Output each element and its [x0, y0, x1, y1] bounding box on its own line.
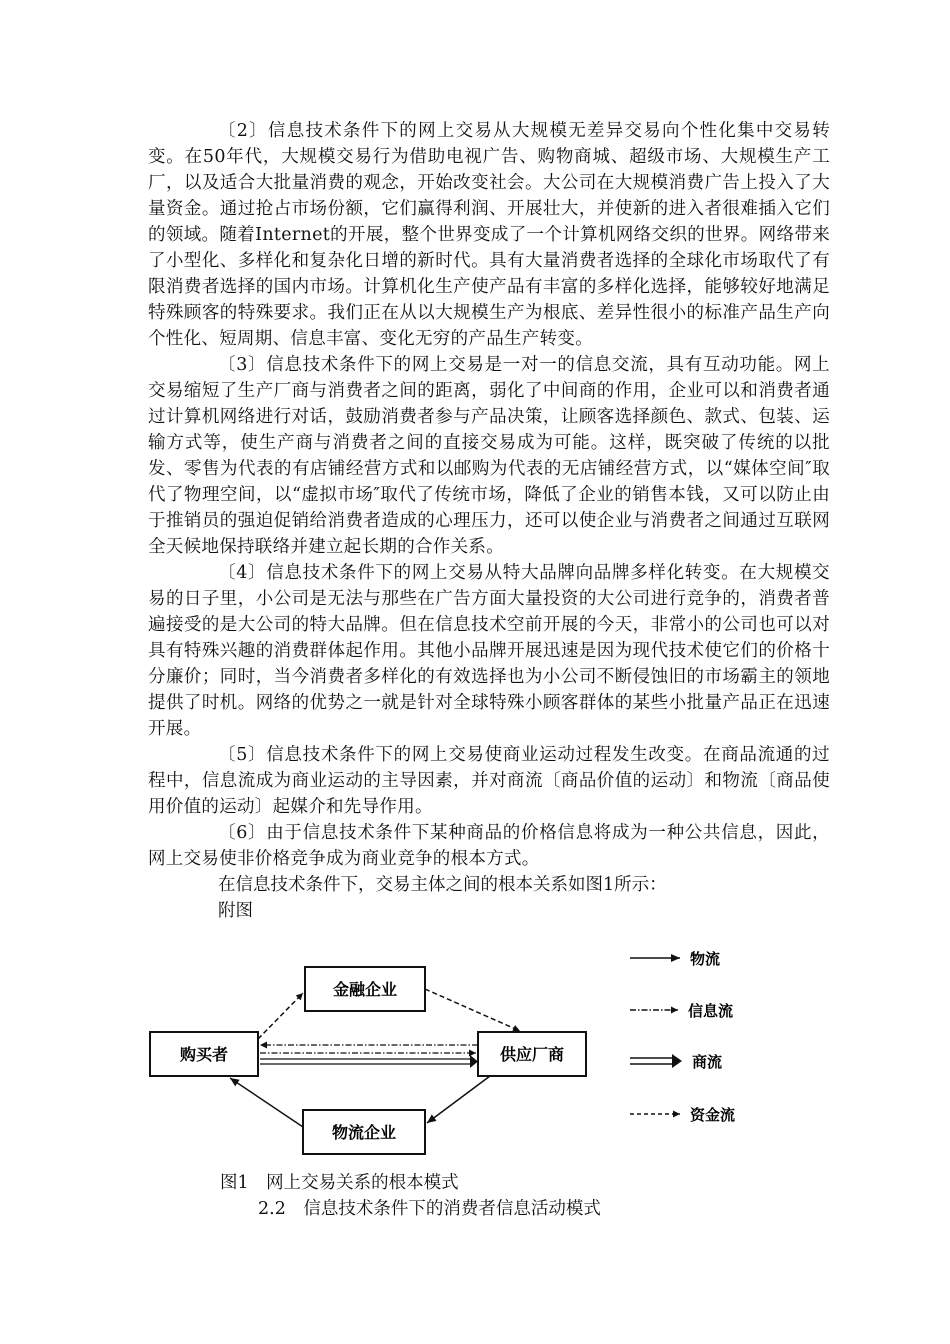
legend-info: 信息流 [688, 1002, 734, 1020]
node-logistics-label: 物流企业 [331, 1123, 397, 1142]
section-heading: 2.2 信息技术条件下的消费者信息活动模式 [258, 1199, 601, 1219]
paragraph-5: 〔5〕信息技术条件下的网上交易使商业运动过程发生改变。在商品流通的过程中，信息流成为商业运动的主导因素，并对商流〔商品价值的运动〕和物流〔商品使用价值的运动〕起媒介和先导作用。 [148, 745, 830, 817]
node-logistics [303, 1110, 425, 1154]
legend-logistics: 物流 [690, 950, 721, 968]
trade-relationship-diagram [140, 945, 780, 1165]
legend [630, 950, 735, 1124]
paragraph-6: 〔6〕由于信息技术条件下某种商品的价格信息将成为一种公共信息，因此，网上交易使非价格竞争成为商业竞争的根本方式。 [148, 823, 830, 869]
paragraph-3: 〔3〕信息技术条件下的网上交易是一对一的信息交流，具有互动功能。网上交易缩短了生产厂商与消费者之间的距离，弱化了中间商的作用，企业可以和消费者通过计算机网络进行对话，鼓励消费者参与产品决策，让顾客选择颜色、款式、包装、运输方式等，使生产商与消费者之间的直接交易成为可能。这样，既突破了传统的以批发、零售为代表的有店铺经营方式和以邮购为代表的无店铺经营方式，以“媒体空间″取代了物理空间，以“虚拟市场″取代了传统市场，降低了企业的销售本钱，又可以防止由于推销员的强迫促销给消费者造成的心理压力，还可以使企业与消费者之间通过互联网全天候地保持联络并建立起长期的合作关系。 [148, 355, 830, 557]
legend-money: 资金流 [690, 1106, 736, 1124]
intro-line: 在信息技术条件下，交易主体之间的根本关系如图1所示： [218, 875, 667, 895]
legend-commerce: 商流 [692, 1053, 723, 1071]
node-buyer-label: 购买者 [179, 1045, 229, 1064]
legend-swatch-commerce-head [672, 1054, 682, 1068]
figure-caption: 图1 网上交易关系的根本模式 [220, 1173, 459, 1193]
node-finance [305, 967, 425, 1011]
edge-finance-supplier [425, 989, 520, 1031]
paragraph-4: 〔4〕信息技术条件下的网上交易从特大品牌向品牌多样化转变。在大规模交易的日子里，小公司是无法与那些在广告方面大量投资的大公司进行竞争的，消费者普遍接受的是大公司的特大品牌。但在信息技术空前开展的今天，非常小的公司也可以对具有特殊兴趣的消费群体起作用。其他小品牌开展迅速是因为现代技术使它们的价格十分廉价；同时，当今消费者多样化的有效选择也为小公司不断侵蚀旧的市场霸主的领地提供了时机。网络的优势之一就是针对全球特殊小顾客群体的某些小批量产品正在迅速开展。 [148, 563, 830, 739]
edge-commerce-head [470, 1055, 478, 1068]
node-buyer [150, 1032, 258, 1076]
node-supplier-label: 供应厂商 [499, 1045, 565, 1064]
paragraph-2: 〔2〕信息技术条件下的网上交易从大规模无差异交易向个性化集中交易转变。在50年代，大规模交易行为借助电视广告、购物商城、超级市场、大规模生产工厂，以及适合大批量消费的观念，开始改变社会。大公司在大规模消费广告上投入了大量资金。通过抢占市场份额，它们赢得利润、开展壮大，并使新的进入者很难插入它们的领域。随着Internet的开展，整个世界变成了一个计算机网络交织的世界。网络带来了小型化、多样化和复杂化日增的新时代。具有大量消费者选择的全球化市场取代了有限消费者选择的国内市场。计算机化生产使产品有丰富的多样化选择，能够较好地满足特殊顾客的特殊要求。我们正在从以大规模生产为根底、差异性很小的标准产品生产向个性化、短周期、信息丰富、变化无穷的产品生产转变。 [148, 121, 830, 349]
edge-buyer-finance [258, 993, 303, 1039]
node-finance-label: 金融企业 [332, 980, 398, 999]
edge-supplier-logistics [427, 1076, 490, 1123]
node-supplier [478, 1032, 586, 1076]
edge-logistics-buyer [230, 1078, 303, 1127]
figure-label: 附图 [218, 901, 253, 921]
document-body [148, 118, 830, 924]
